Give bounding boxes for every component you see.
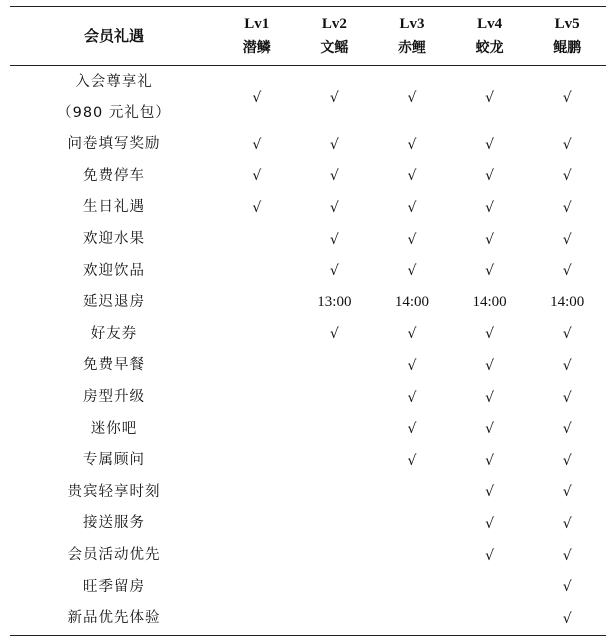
empty-cell: [218, 540, 296, 572]
level-code: Lv4: [477, 16, 503, 32]
check-mark: √: [407, 357, 417, 374]
empty-cell: [451, 603, 529, 635]
benefit-name-line: 延迟退房: [83, 294, 145, 311]
empty-cell: [296, 445, 374, 477]
check-mark: √: [562, 547, 572, 564]
benefit-name: [10, 129, 218, 161]
check-mark: √: [485, 515, 495, 532]
header-benefit: 会员礼遇: [83, 27, 144, 45]
benefit-name: [10, 66, 218, 130]
check-mark: √: [562, 515, 572, 532]
benefit-name: [10, 508, 218, 540]
check-mark: √: [252, 89, 262, 106]
check-mark: √: [329, 136, 339, 153]
benefit-name-line: 欢迎饮品: [83, 262, 145, 279]
check-mark: √: [252, 168, 262, 185]
check-mark: √: [407, 231, 417, 248]
empty-cell: [296, 540, 374, 572]
header-level-5: [528, 7, 606, 66]
benefit-name-line: 贵宾轻享时刻: [67, 483, 161, 500]
header-level-3: [373, 7, 451, 66]
check-mark: √: [485, 484, 495, 501]
table-row: [10, 540, 606, 572]
empty-cell: [296, 382, 374, 414]
benefit-name: [10, 161, 218, 193]
check-mark: √: [485, 168, 495, 185]
table-row: [10, 445, 606, 477]
check-mark: √: [562, 326, 572, 343]
check-mark: √: [562, 452, 572, 469]
table-row: [10, 255, 606, 287]
check-mark: √: [485, 547, 495, 564]
empty-cell: [218, 319, 296, 351]
table-header: [10, 7, 606, 66]
check-mark: √: [562, 579, 572, 596]
benefit-name-line: 旺季留房: [83, 578, 145, 595]
header-row: [10, 7, 606, 66]
check-mark: √: [329, 326, 339, 343]
check-mark: √: [485, 136, 495, 153]
level-name: 赤鲤: [397, 40, 426, 56]
check-mark: √: [485, 89, 495, 106]
empty-cell: [218, 287, 296, 319]
empty-cell: [296, 603, 374, 635]
check-mark: √: [562, 389, 572, 406]
membership-benefits-table-wrapper: [10, 6, 606, 636]
check-mark: √: [485, 199, 495, 216]
benefit-name-line: 会员活动优先: [67, 547, 161, 564]
table-body: [10, 66, 606, 636]
benefit-name-line: 入会尊享礼: [75, 73, 153, 90]
benefit-name: [10, 287, 218, 319]
check-mark: √: [562, 89, 572, 106]
benefit-name-line: 问卷填写奖励: [67, 136, 161, 153]
check-mark: √: [252, 136, 262, 153]
empty-cell: [373, 477, 451, 509]
level-name: 鲲鹏: [553, 40, 582, 56]
empty-cell: [296, 350, 374, 382]
check-mark: √: [485, 389, 495, 406]
empty-cell: [373, 571, 451, 603]
table-row: [10, 571, 606, 603]
benefit-name: [10, 477, 218, 509]
benefit-name: [10, 224, 218, 256]
check-mark: √: [562, 357, 572, 374]
check-mark: √: [329, 168, 339, 185]
benefit-name: [10, 571, 218, 603]
benefit-name-line: 免费早餐: [83, 357, 145, 374]
check-mark: √: [407, 168, 417, 185]
benefit-name-line: 生日礼遇: [83, 199, 145, 216]
level-code: Lv1: [244, 16, 270, 32]
benefit-name: [10, 255, 218, 287]
table-row: [10, 319, 606, 351]
benefit-name-line: 好友券: [90, 325, 138, 342]
table-row: [10, 603, 606, 635]
check-mark: √: [485, 263, 495, 280]
empty-cell: [296, 413, 374, 445]
benefit-name-line: 免费停车: [83, 167, 145, 184]
check-mark: √: [407, 263, 417, 280]
checkout-time: 13:00: [317, 294, 352, 311]
header-level-4: [451, 7, 529, 66]
check-mark: √: [562, 484, 572, 501]
check-mark: √: [407, 326, 417, 343]
check-mark: √: [562, 168, 572, 185]
level-name: 文鳐: [320, 40, 349, 56]
benefit-name-line: 接送服务: [83, 515, 145, 532]
check-mark: √: [407, 421, 417, 438]
empty-cell: [218, 477, 296, 509]
table-row: [10, 287, 606, 319]
check-mark: √: [562, 231, 572, 248]
check-mark: √: [485, 421, 495, 438]
check-mark: √: [407, 452, 417, 469]
table-row: [10, 224, 606, 256]
empty-cell: [218, 224, 296, 256]
benefit-name: [10, 413, 218, 445]
check-mark: √: [329, 89, 339, 106]
table-row: [10, 192, 606, 224]
empty-cell: [218, 508, 296, 540]
check-mark: √: [485, 357, 495, 374]
empty-cell: [451, 571, 529, 603]
level-code: Lv5: [554, 16, 580, 32]
benefit-name-line: （980 元礼包）: [57, 104, 171, 121]
empty-cell: [373, 540, 451, 572]
check-mark: √: [562, 263, 572, 280]
benefit-name-line: 专属顾问: [83, 452, 145, 469]
header-level-2: [296, 7, 374, 66]
benefit-name: [10, 350, 218, 382]
empty-cell: [218, 603, 296, 635]
empty-cell: [218, 255, 296, 287]
check-mark: √: [562, 610, 572, 627]
check-mark: √: [407, 136, 417, 153]
empty-cell: [373, 603, 451, 635]
table-row: [10, 382, 606, 414]
check-mark: √: [485, 231, 495, 248]
benefit-name: [10, 319, 218, 351]
benefit-name-line: 房型升级: [83, 389, 145, 406]
check-mark: √: [562, 421, 572, 438]
benefit-name: [10, 192, 218, 224]
level-name: 蛟龙: [475, 40, 504, 56]
benefit-name-line: 欢迎水果: [83, 231, 145, 248]
level-code: Lv2: [321, 16, 347, 32]
table-row: [10, 66, 606, 130]
table-row: [10, 477, 606, 509]
benefit-name: [10, 445, 218, 477]
checkout-time: 14:00: [550, 294, 585, 311]
empty-cell: [296, 571, 374, 603]
benefit-name-line: 新品优先体验: [67, 610, 161, 627]
check-mark: √: [329, 263, 339, 280]
header-level-1: [218, 7, 296, 66]
benefit-name-line: 迷你吧: [90, 420, 138, 437]
check-mark: √: [485, 326, 495, 343]
benefit-name: [10, 540, 218, 572]
check-mark: √: [252, 199, 262, 216]
table-row: [10, 350, 606, 382]
table-row: [10, 129, 606, 161]
empty-cell: [218, 445, 296, 477]
table-row: [10, 508, 606, 540]
check-mark: √: [407, 199, 417, 216]
membership-benefits-table: [10, 6, 606, 636]
check-mark: √: [407, 389, 417, 406]
table-row: [10, 161, 606, 193]
benefit-name: [10, 382, 218, 414]
empty-cell: [218, 350, 296, 382]
check-mark: √: [329, 231, 339, 248]
level-name: 潜鳞: [242, 40, 271, 56]
check-mark: √: [407, 89, 417, 106]
checkout-time: 14:00: [394, 294, 430, 311]
checkout-time: 14:00: [472, 294, 507, 311]
check-mark: √: [562, 136, 572, 153]
empty-cell: [373, 508, 451, 540]
empty-cell: [218, 571, 296, 603]
empty-cell: [218, 413, 296, 445]
table-row: [10, 413, 606, 445]
empty-cell: [296, 477, 374, 509]
check-mark: √: [329, 199, 339, 216]
benefit-name: [10, 603, 218, 635]
level-code: Lv3: [399, 16, 425, 32]
check-mark: √: [562, 199, 572, 216]
check-mark: √: [485, 452, 495, 469]
empty-cell: [296, 508, 374, 540]
empty-cell: [218, 382, 296, 414]
